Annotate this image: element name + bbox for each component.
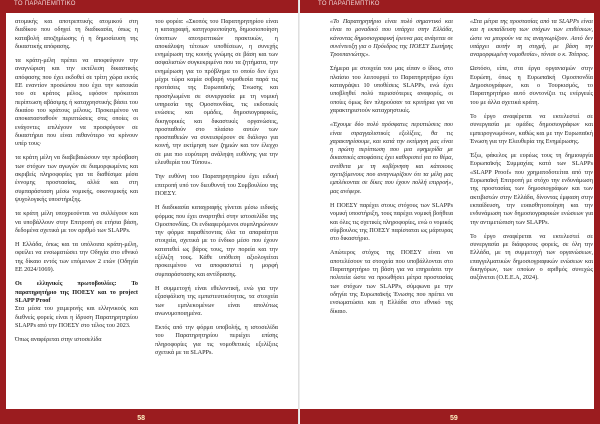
paragraph: Στα μέσα του χειμερινής και ελληνικούς και διεθνείς φορείς είναι η ίδρυση Παρατηρητηρίου SLAPPs από την ΠΟΕΣΥ στο τέλος του 2023.	[15, 305, 138, 329]
paragraph: Το έργο αναφέρεται να εκτελεστεί σε συνεργασία με διάφορους φορείς, σε όλη την Ελλάδα, με τη συμμετοχή των οργανώσεων, επαγγελματικών δημοσιογραφικών ενώσεων και δικηγόρων, των οποίων ο αριθμός συνεχώς αυξάνεται (Ο.Ε.Ε.Α, 2024).	[470, 232, 593, 282]
paragraph: Το έργο αναφέρεται να εκτελεστεί σε συνεργασία με ομάδες δημοσιογράφων και εμπειρογνωμόνων, καθώς και με την Ευρωπαϊκή Ένωση για την Ελευθερία της Ενημέρωσης.	[470, 112, 593, 145]
paragraph: Η διαδικασία καταγραφής γίνεται μέσω ειδικής φόρμας που έχει αναρτηθεί στην ιστοσελίδα της Ομοσπονδίας. Οι ενδιαφερόμενοι συμπληρώνουν την φόρμα παραθέτοντας όλα τα απαραίτητα στοιχεία, σχετικά με το ένδικο μέσο που έχουν κατατεθεί ως βάρος τους, την πορεία και την εξέλιξη τους. Κάθε υπόθεση αξιολογείται προκειμένου να αποφασιστεί η μορφή συμπαράστασης και αντίδρασης.	[155, 204, 278, 278]
right-page-number: 59	[447, 415, 461, 422]
paragraph: Σήμερα με στοιχεία του μας είπαν ο ίδιος, στο πλαίσιο του λειτουργεί το Παρατηρητήριο έχει καταγράψει 10 υποθέσεις SLAPPs, ενώ έχει υποβληθεί πολύ περισσότερες αναφορές, οι οποίες όμως δεν πληρούσαν τα κριτήρια για να χαρακτηριστούν καταχρηστικές.	[330, 65, 453, 114]
right-page-edge-strip	[594, 0, 600, 424]
left-header-bar	[0, 0, 300, 13]
left-page-edge-strip	[0, 0, 6, 424]
left-column-1	[15, 18, 138, 350]
paragraph: Η συμμετοχή είναι εθελοντική, ενώ για την εξασφάλιση της εμπιστευτικότητας, τα στοιχεία των εμπλεκομένων είναι απολύτως ανωνυμοποιημένα.	[155, 284, 278, 317]
right-column-1	[330, 18, 453, 322]
left-running-title: ΤΟ ΠΑΡΑΠΕΜΠΤΙΚΟ	[14, 1, 76, 7]
paragraph: Ωστόσο, είπε, στα έργα οργανισμών στην Ευρώπη, όπως η Ευρωπαϊκή Ομοσπονδία Δημοσιογράφων, και ο Τουρκισμός, το Παρατηρητήριο αυτό συντονίζει τις ενέργειές του με άλλα σχετικά κράτη.	[470, 65, 593, 106]
paragraph: Όπως αναφέρεται στην ιστοσελίδα	[15, 336, 102, 344]
right-page	[300, 0, 600, 424]
paragraph: Απώτερος στόχος της ΠΟΕΣΥ είναι να αποτελέσουν τα στοιχεία που υποβάλλονται στο Παρατηρητήριο τη βάση για να επηρεάσει την πολιτεία ώστε να προωθήσει μέτρα προστασίας των στόχων των SLAPPs, σύμφωνα με την οδηγία της Ευρωπαϊκής Ένωσης που πρέπει να ενσωματώσει και η Ελλάδα στο εθνικό της δίκαιο.	[330, 249, 453, 315]
paragraph: τα κράτη-μέλη πρέπει να αποφεύγουν την αναγνώριση και την εκτέλεση δικαστικής απόφασης που έχει εκδοθεί σε τρίτη χώρα εκτός ΕΕ εναντίον προσώπου που έχει την κατοικία του σε κράτος μέλος, εφόσον πρόκειται περίπτωση αβάσιμης ή καταχρηστικής βάσει του δικαίου του κράτους μέλους. Προκειμένου να αποκατασταθούν περιπτώσεις στις οποίες οι ενάγοντες επιλέγουν να προσφύγουν σε δικαστήρια που είναι πιθανότερο να κρίνουν υπέρ τους·	[15, 57, 138, 148]
quote-paragraph: «Έχουμε δύο πολύ πρόσφατες περιπτώσεις που είναι στραγγαλιστικές εξελίξεις, θα τις χαρακτηρίσουμε, και κατά την εκτίμηση μας είναι η πρώτη περίπτωση που μια εφημερίδα με δικαστικές αποφάσεις έχει καθοριστεί για το θέμα, αντίθετα με τη κυβέρνηση και κάποιους σχετιζόμενους που αναγνωρίζουν ότι τα μέλη μας εμπλέκονται σε δίκες που έχουν πολλή επιρροή», μας ανέφερε.	[330, 121, 453, 195]
right-running-title: ΤΟ ΠΑΡΑΠΕΜΠΤΙΚΟ	[318, 1, 380, 7]
quote-paragraph: «Το Παρατηρητήριο είναι πολύ σημαντικό και είναι το μοναδικό που υπάρχει στην Ελλάδα, κάνοντας δημοσιογραφική έρευνα μας ανάγεται σε συνέντευξη για ο Πρόεδρος της ΠΟΕΣΥ Σωτήρης Τρουπανιώτης».	[330, 18, 453, 59]
paragraph: Την ευθύνη του Παρατηρητηρίου έχει ειδική επιτροπή υπό τον διευθυντή του Συμβουλίου της ΠΟΕΣΥ.	[155, 173, 278, 197]
paragraph: του φορέα: «Σκοπός του Παρατηρητηρίου είναι η καταγραφή, κατηγοριοποίηση, δημοσιοποίηση ύποπτων αποτρεπτικών πρακτικών, η αποκάλυψη τέτοιων υποθέσεων, η συνεχής ενημέρωση της κοινής γνώμης σε βάση και των ασφαλιστών συγκεκριμένα που τα ζητήματα, την ενημέρωση για το πρόβλημα το οποίο δεν έχει μέχρι τώρα καμία σοβαρή νομοθεσία παρά τις προτάσεις της Ευρωπαϊκής Ένωσης και προσηλωμένα σε συνεργασία με τη νομική υπηρεσία της Ομοσπονδίας, τις εκδοτικές ενώσεις και ομάδες, δημοσιογραφικές, δικηγορικές και δικαστικές οργανώσεις, προσπαθούν στο πλαίσιο αυτών των προσπαθειών να συνεισφέρουν σε διάλογο για κοινή, την εκτίμηση των ζημιών και τον έλεγχο σε μια πιο ευρύτερη ανάληψη ευθύνης για την ελευθερία του Τύπου».	[155, 18, 278, 167]
left-column-2	[155, 18, 278, 363]
quote-paragraph: «Στα μέτρα της προστασίας από τα SLAPPs είναι και η εκπαίδευση των στόχων των επιθέσεων, ώστε να μπορούν να τις αναγνωρίζουν. Αυτό δεν υπάρχει αυτήν τη στιγμή, με βάση την αναμορφωμένη νομοθεσία», τόνισε ο κ. Τσίπρος.	[470, 18, 593, 59]
paragraph: τα κράτη μέλη να διαβεβαιώσουν την πρόσβαση των στόχων των αγωγών σε διαμορφωμένες και ακριβείς πληροφορίες για τα διαθέσιμα μέσα έννομης προστασίας, αλλά και στη συμπαράσταση μέσω νομικής, οικονομικής και ψυχολογικής υποστήριξης.	[15, 154, 138, 203]
right-header-bar	[300, 0, 600, 13]
left-page-number: 58	[134, 415, 148, 422]
paragraph: ατομικής και αποτρεπτικής ατομικού στη διαδίκου που οδηγεί τη διαδικασία, όπως η καταβολή αποζημίωσης ή η δημοσίευση της δικαστικής απόφασης.	[15, 18, 138, 50]
paragraph: Έξω, φάκελος με ευρέως τους τη δημιουργία Ευρωπαϊκής Συμμαχίας κατά των SLAPPs «SLAPP Proof» που χρηματοδοτείται από την Ευρωπαϊκή Επιτροπή με στόχο την ενδυνάμωση της προστασίας των δημοσιογράφων και των ακτιβιστών στην Ελλάδα, δίνοντας έμφαση στην εκπαίδευση, την ευαισθητοποίηση και την ενδυνάμωση των δημοσιογραφικών ενώσεων για την αντιμετώπιση των SLAPPs.	[470, 152, 593, 226]
paragraph: Εκτός από την φόρμα υποβολής, η ιστοσελίδα του Παρατηρητηρίου περιέχει επίσης πληροφορίες για τις νομοθετικές εξελίξεις σχετικά με τα SLAPPs.	[155, 324, 278, 356]
left-footer-bar	[0, 409, 300, 424]
paragraph: Η ΠΟΕΣΥ παρέχει στους στόχους των SLAPPs νομική υποστήριξη, τους παρέχει νομική βοήθεια και όλες τις σχετικές πληροφορίες, ενώ ο νομικός σύμβουλος της ΠΟΕΣΥ παρίσταται ως μάρτυρας στο δικαστήριο.	[330, 201, 454, 243]
right-column-2	[470, 18, 593, 289]
section-heading: Οι ελληνικές πρωτοβουλίες: Το παρατηρητήριο της ΠΟΕΣΥ και το project SLAPP Proof	[15, 280, 138, 304]
paragraph: Η Ελλάδα, όπως και τα υπόλοιπα κράτη-μέλη, οφείλει να ενσωματώσει την Οδηγία στο εθνικό της δίκαιο εντός των επόμενων 2 ετών (Οδηγία ΕΕ 2024/1069).	[15, 241, 138, 274]
paragraph: τα κράτη μέλη υποχρεούνται να συλλέγουν και να υποβάλλουν στην Επιτροπή σε ετήσια βάση, δεδομένα σχετικά με τον αριθμό των SLAPPs.	[15, 210, 138, 234]
